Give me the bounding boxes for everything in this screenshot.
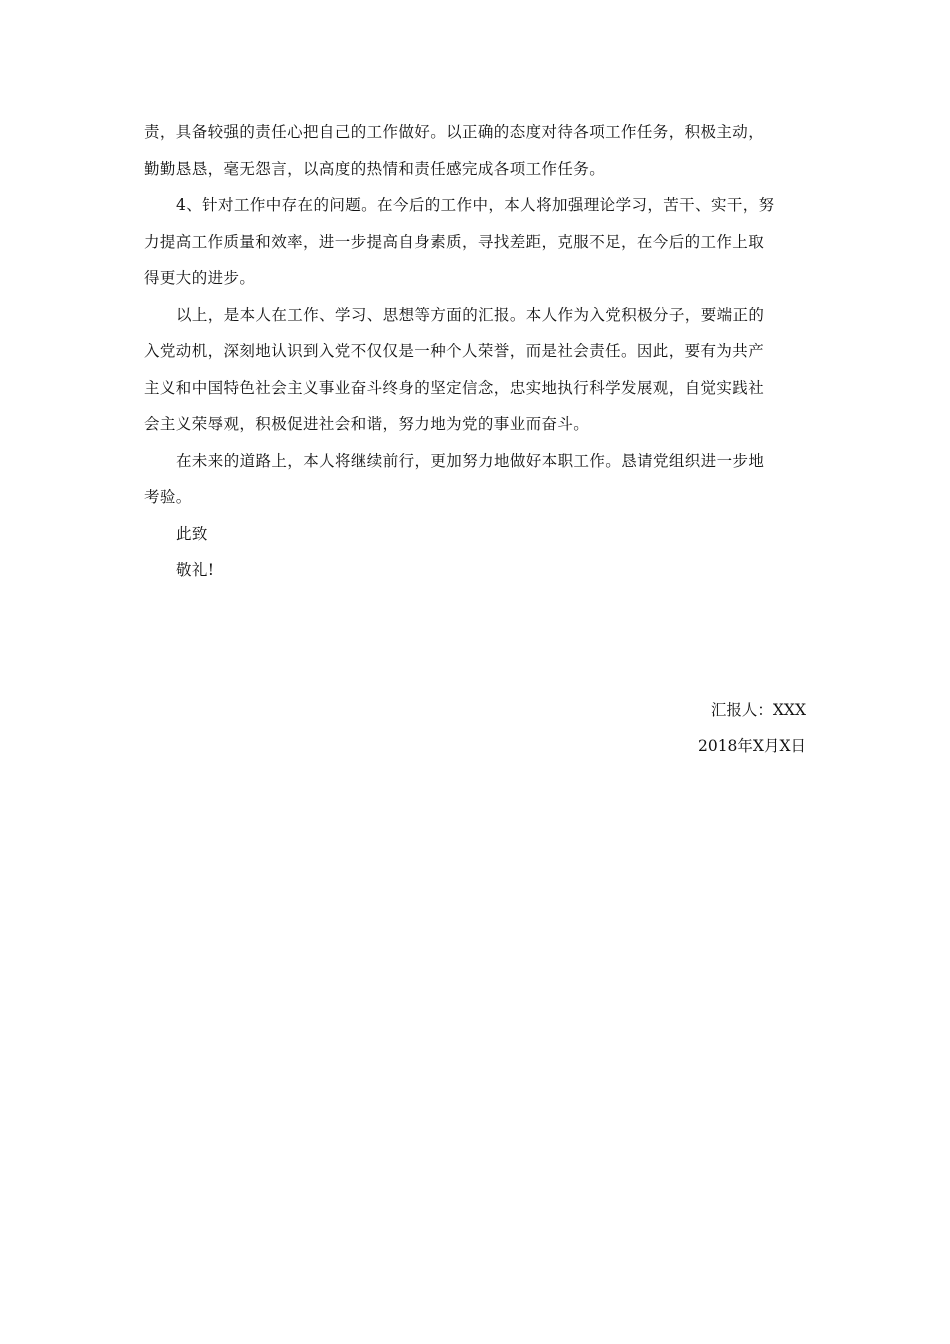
paragraph-line: 勤勤恳恳，毫无怨言，以高度的热情和责任感完成各项工作任务。 [144, 159, 606, 178]
signature-reporter: 汇报人：XXX [710, 701, 806, 719]
closing-regards: 敬礼! [176, 561, 215, 579]
paragraph-line: 力提高工作质量和效率，进一步提高自身素质，寻找差距，克服不足，在今后的工作上取 [144, 232, 765, 251]
paragraph-line: 考验。 [144, 488, 192, 506]
signature-date: 2018年X月X日 [697, 737, 806, 755]
paragraph-line: 责，具备较强的责任心把自己的工作做好。以正确的态度对待各项工作任务，积极主动， [144, 123, 765, 141]
paragraph-line: 在未来的道路上，本人将继续前行，更加努力地做好本职工作。恳请党组织进一步地 [176, 451, 765, 470]
paragraph-line: 入党动机，深刻地认识到入党不仅仅是一种个人荣誉，而是社会责任。因此，要有为共产 [144, 342, 765, 360]
paragraph-line: 主义和中国特色社会主义事业奋斗终身的坚定信念，忠实地执行科学发展观，自觉实践社 [144, 378, 765, 397]
paragraph-line: 得更大的进步。 [144, 269, 256, 287]
closing-salutation: 此致 [176, 524, 208, 543]
paragraph-line: 4、针对工作中存在的问题。在今后的工作中，本人将加强理论学习，苦干、实干，努 [176, 196, 775, 214]
paragraph-line: 会主义荣辱观，积极促进社会和谐，努力地为党的事业而奋斗。 [144, 415, 590, 433]
paragraph-line: 以上，是本人在工作、学习、思想等方面的汇报。本人作为入党积极分子，要端正的 [176, 305, 765, 324]
document-body [144, 122, 806, 755]
